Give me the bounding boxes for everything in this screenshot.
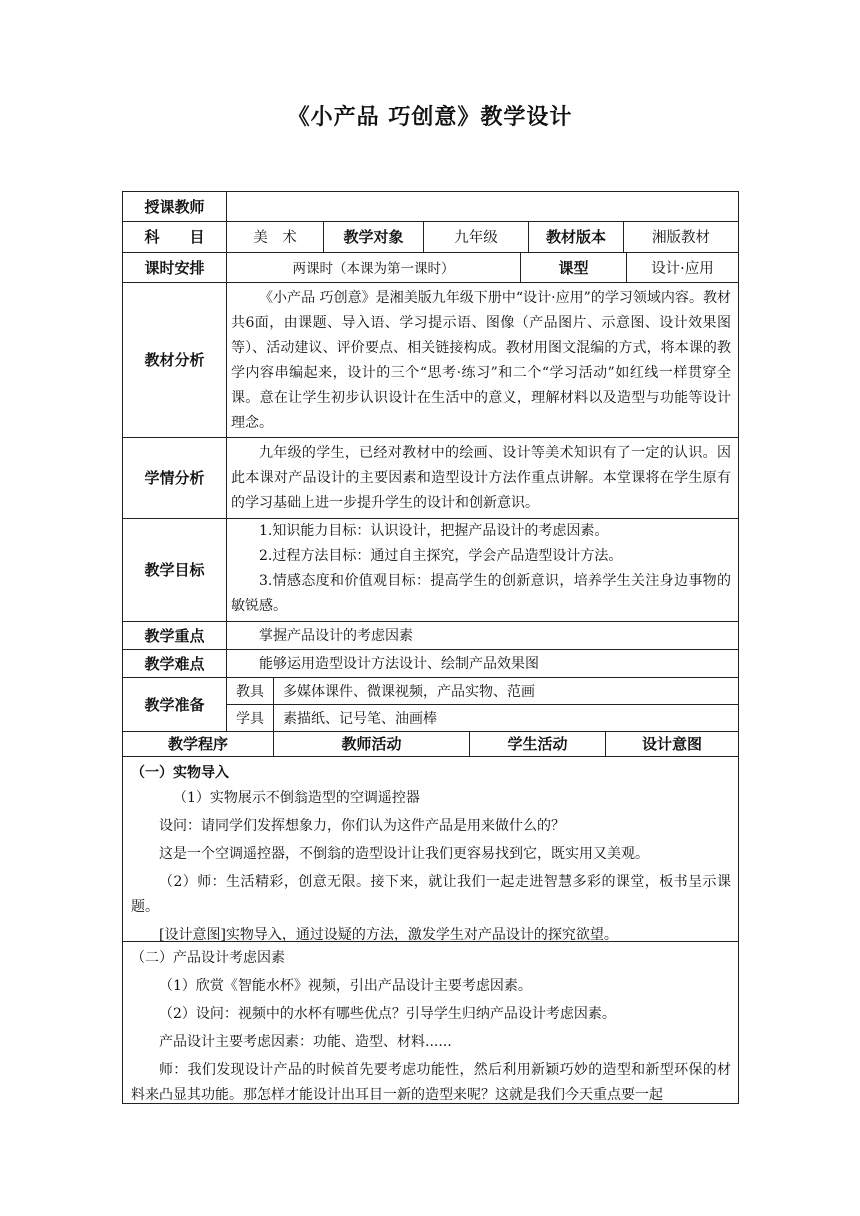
prep-teacher-value: 多媒体课件、微课视频，产品实物、范画 [283, 683, 535, 700]
teacher-label: 授课教师 [144, 198, 205, 216]
section-line: （1）实物展示不倒翁造型的空调遥控器 [173, 790, 420, 806]
section-line: 设问：请同学们发挥想象力，你们认为这件产品是用来做什么的？ [159, 818, 565, 834]
section-line: 师：我们发现设计产品的时候首先要考虑功能性，然后利用新颖巧妙的造型和新型环保的材料来凸显其功能。那怎样才能设计出耳目一新的造型来呢？这就是我们今天重点要一起 [131, 1062, 731, 1103]
prep-teacher-label: 教具 [236, 683, 264, 700]
prep-label: 教学准备 [144, 695, 205, 714]
section-line: （2）师：生活精彩，创意无限。接下来，就让我们一起走进智慧多彩的课堂，板书呈示课题。 [131, 874, 731, 915]
procedure-col-intent: 设计意图 [641, 735, 702, 753]
type-value: 设计·应用 [651, 260, 714, 277]
schedule-value: 两课时（本课为第一课时） [292, 261, 455, 277]
material-label: 教材分析 [144, 351, 205, 369]
subject-label: 科 目 [144, 228, 205, 246]
subject-value: 美 术 [253, 230, 297, 246]
section-heading: （一）实物导入 [131, 765, 229, 781]
goals-label: 教学目标 [144, 561, 205, 579]
students-text: 九年级的学生，已经对教材中的绘画、设计等美术知识有了一定的认识。因此本课对产品设计的主要因素和造型设计方法作重点讲解。本堂课将在学生原有的学习基础上进一步提升学生的设计和创新意识。 [231, 445, 731, 511]
section-intro [131, 761, 731, 948]
focus-label: 教学重点 [144, 626, 205, 645]
goal-item: 3.情感态度和价值观目标：提高学生的创新意识，培养学生关注身边事物的敏锐感。 [231, 573, 731, 614]
section-factors [131, 946, 731, 1108]
goal-item: 2.过程方法目标：通过自主探究，学会产品造型设计方法。 [259, 548, 623, 564]
teacher-value [227, 192, 738, 221]
procedure-col-program: 教学程序 [167, 735, 228, 753]
schedule-label: 课时安排 [144, 258, 205, 277]
difficulty-value: 能够运用造型设计方法设计、绘制产品效果图 [259, 656, 539, 672]
prep-student-value: 素描纸、记号笔、油画棒 [283, 710, 437, 727]
section-line: （2）设问：视频中的水杯有哪些优点？引导学生归纳产品设计考虑因素。 [159, 1006, 616, 1022]
edition-value: 湘版教材 [652, 230, 710, 246]
difficulty-label: 教学难点 [144, 654, 205, 673]
procedure-col-teacher: 教师活动 [341, 735, 402, 753]
lesson-plan-table [122, 191, 739, 1104]
procedure-col-student: 学生活动 [507, 735, 568, 753]
goals-list [231, 519, 731, 619]
section-line: [设计意图]实物导入，通过设疑的方法，激发学生对产品设计的探究欲望。 [159, 927, 618, 943]
page-title: 《小产品 巧创意》教学设计 [287, 105, 573, 130]
focus-value: 掌握产品设计的考虑因素 [259, 628, 413, 644]
target-label: 教学对象 [343, 228, 404, 246]
target-value: 九年级 [454, 230, 498, 246]
material-text: 《小产品 巧创意》是湘美版九年级下册中“设计·应用”的学习领域内容。教材共6面，由课题、导入语、学习提示语、图像（产品图片、示意图、设计效果图等）、活动建议、评价要点、相关链接构成。教材用图文混编的方式，将本课的教学内容串编起来，设计的三个“思考·练习”和二个“学习活动”如红线一样贯穿全课。意在让学生初步认识设计在生活中的意义，理解材料以及造型与功能等设计理念。 [231, 290, 731, 431]
section-line: 这是一个空调遥控器，不倒翁的造型设计让我们更容易找到它，既实用又美观。 [159, 846, 649, 862]
edition-label: 教材版本 [545, 228, 606, 246]
students-label: 学情分析 [144, 469, 205, 487]
goal-item: 1.知识能力目标：认识设计，把握产品设计的考虑因素。 [259, 523, 609, 539]
section-heading: （二）产品设计考虑因素 [131, 950, 285, 966]
section-line: 产品设计主要考虑因素：功能、造型、材料...... [159, 1034, 452, 1050]
type-label: 课型 [558, 258, 589, 277]
section-line: （1）欣赏《智能水杯》视频，引出产品设计主要考虑因素。 [159, 978, 532, 994]
prep-student-label: 学具 [236, 710, 264, 727]
